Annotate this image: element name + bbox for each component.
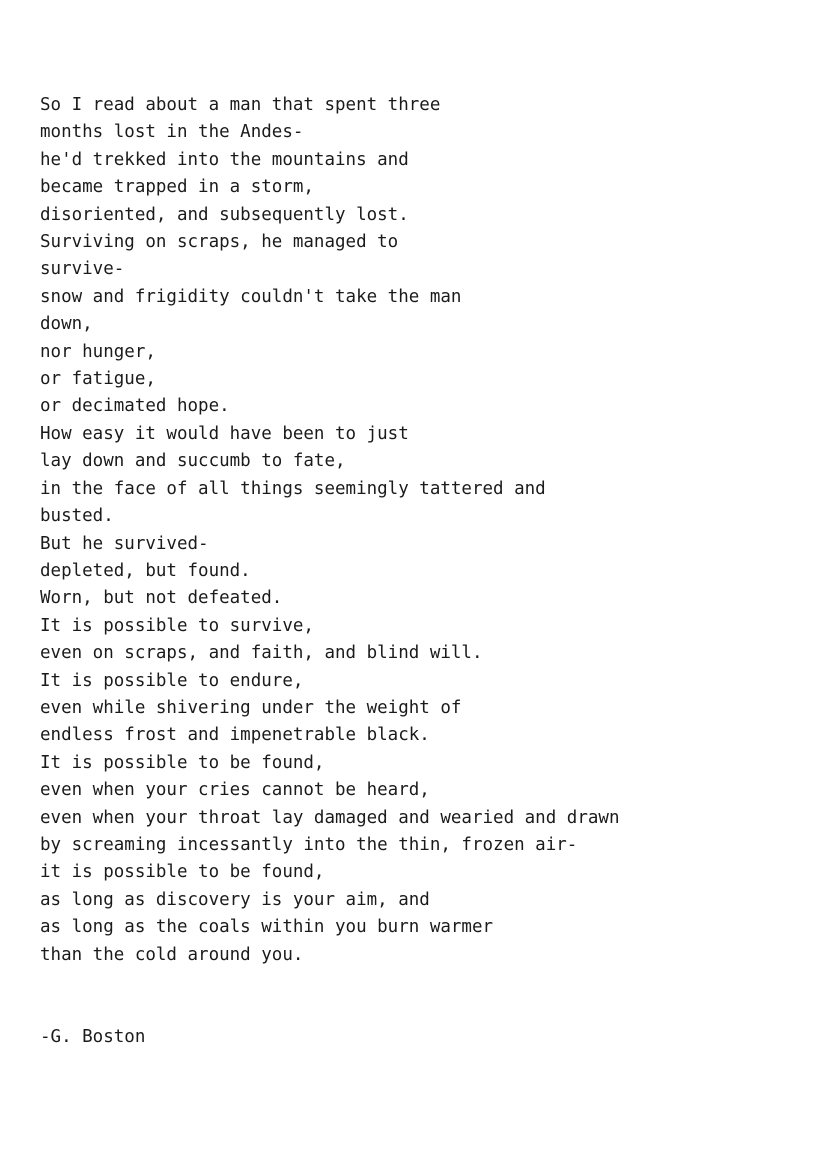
poem-line: It is possible to be found, <box>40 752 325 773</box>
poem-line: than the cold around you. <box>40 944 304 965</box>
poem-line: it is possible to be found, <box>40 862 325 883</box>
poem-line: he'd trekked into the mountains and <box>40 149 409 170</box>
poem-line: But he survived- <box>40 533 209 554</box>
poem-line: even while shivering under the weight of <box>40 697 462 718</box>
poem-line: or fatigue, <box>40 369 156 390</box>
poem-line: in the face of all things seemingly tattered and <box>40 478 546 499</box>
poem-line: snow and frigidity couldn't take the man <box>40 286 462 307</box>
poem-signature: -G. Boston <box>40 1027 146 1047</box>
poem-line: even on scraps, and faith, and blind will. <box>40 643 483 664</box>
poem-body <box>40 92 790 969</box>
poem-line: by screaming incessantly into the thin, frozen air- <box>40 834 578 855</box>
poem-line: down, <box>40 314 93 335</box>
poem-line: became trapped in a storm, <box>40 177 314 198</box>
poem-line: So I read about a man that spent three <box>40 95 441 115</box>
poem-line: survive- <box>40 259 125 280</box>
poem-line: nor hunger, <box>40 341 156 362</box>
poem-line: even when your cries cannot be heard, <box>40 780 430 801</box>
poem-line: How easy it would have been to just <box>40 423 409 444</box>
signature-block <box>40 1024 790 1051</box>
poem-line: It is possible to endure, <box>40 670 304 691</box>
poem-line: disoriented, and subsequently lost. <box>40 204 409 225</box>
poem-line: even when your throat lay damaged and wearied and drawn <box>40 807 620 828</box>
poem-line: Worn, but not defeated. <box>40 588 283 609</box>
poem-line: as long as the coals within you burn warmer <box>40 917 494 938</box>
poem-line: as long as discovery is your aim, and <box>40 889 430 910</box>
poem-line: Surviving on scraps, he managed to <box>40 232 399 253</box>
poem-line: busted. <box>40 506 114 527</box>
poem-line: It is possible to survive, <box>40 615 314 636</box>
poem-line: endless frost and impenetrable black. <box>40 725 430 746</box>
poem-line: months lost in the Andes- <box>40 122 304 143</box>
poem-line: lay down and succumb to fate, <box>40 451 346 472</box>
poem-line: depleted, but found. <box>40 560 251 581</box>
poem-line: or decimated hope. <box>40 396 230 417</box>
